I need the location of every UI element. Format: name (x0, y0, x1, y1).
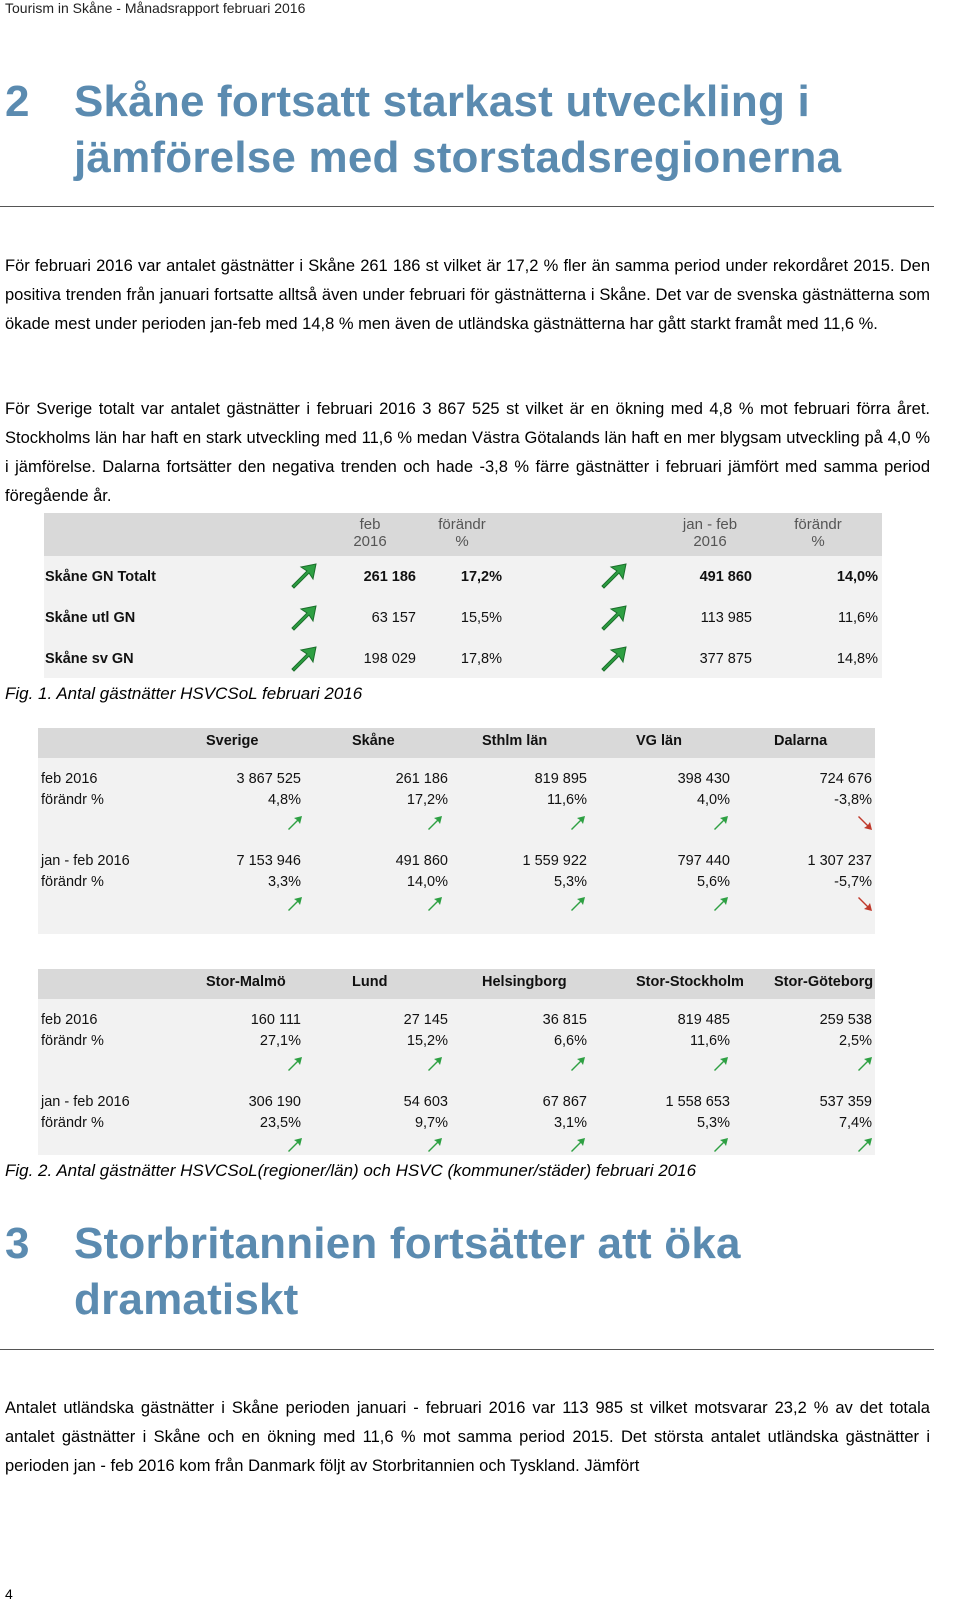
row1-janfeb-value: 491 860 (699, 569, 752, 585)
section-2-paragraph-2: För Sverige totalt var antalet gästnätter i februari 2016 3 867 525 st vilket är en ökning med 4,8 % mot februari förra året. Stockholms län har haft en stark utveckling med 11,6 % medan Västra Götalands län haft en mer blygsam utveckling på 4,0 % i jämförelse. Dalarna fortsätter den negativa trenden och hade -3,8 % färre gästnätter i februari jämfört med samma period föregående år. (5, 400, 930, 505)
row-label-skane-sv: Skåne sv GN (45, 651, 134, 667)
row1-feb-value: 261 186 (363, 569, 416, 585)
feb-change: 15,2% (406, 1033, 448, 1049)
row-label-skane-totalt: Skåne GN Totalt (45, 569, 156, 585)
row3-janfeb-value: 377 875 (699, 651, 752, 667)
feb-change: 11,6% (546, 792, 587, 808)
col-header-janfeb: jan - feb 2016 (682, 516, 738, 550)
up-arrow-icon (712, 1055, 730, 1073)
column-header: Sverige (206, 733, 259, 749)
skane-summary-table (44, 513, 882, 678)
janfeb-change: -5,7% (834, 874, 872, 890)
feb-value: 3 867 525 (236, 771, 301, 787)
row3-janfeb-change: 14,8% (836, 651, 878, 667)
up-arrow-icon (289, 644, 319, 674)
feb-value: 27 145 (403, 1012, 448, 1028)
up-arrow-icon (426, 895, 444, 913)
row-label-janfeb-change: förändr % (41, 1115, 104, 1131)
column-header: Dalarna (774, 733, 828, 749)
fig-2-caption: Fig. 2. Antal gästnätter HSVCSoL(regioner/län) och HSVC (kommuner/städer) februari 2016 (5, 1161, 697, 1180)
column-header: Stor-Malmö (206, 974, 286, 990)
janfeb-change: 5,6% (696, 874, 730, 890)
column-header: Sthlm län (482, 733, 548, 749)
up-arrow-icon (426, 1055, 444, 1073)
feb-change: 17,2% (406, 792, 448, 808)
feb-value: 724 676 (819, 771, 872, 787)
page-number: 4 (5, 1586, 13, 1602)
janfeb-change: 3,1% (553, 1115, 587, 1131)
col-header-janfeb-change: förändr % (794, 516, 842, 550)
heading-rule (0, 206, 934, 207)
feb-value: 160 111 (250, 1012, 301, 1028)
up-arrow-icon (569, 814, 587, 832)
row2-janfeb-change: 11,6% (837, 610, 878, 626)
up-arrow-icon (569, 895, 587, 913)
janfeb-change: 3,3% (267, 874, 301, 890)
row1-janfeb-change: 14,0% (836, 569, 878, 585)
row2-feb-change: 15,5% (460, 610, 502, 626)
row3-feb-value: 198 029 (363, 651, 416, 667)
up-arrow-icon (289, 603, 319, 633)
section-2-paragraph-1: För februari 2016 var antalet gästnätter i Skåne 261 186 st vilket är 17,2 % fler än samma period under rekordåret 2015. Den positiva trenden från januari fortsatte alltså även under februari för gästnätterna i Skåne. Det var de svenska gästnätterna som ökade mest under perioden jan-feb med 14,8 % men även de utländska gästnätterna har gått starkt framåt med 11,6 %. (5, 257, 930, 333)
up-arrow-icon (286, 814, 304, 832)
janfeb-value: 67 867 (542, 1094, 587, 1110)
row1-feb-change: 17,2% (460, 569, 502, 585)
janfeb-value: 7 153 946 (236, 853, 301, 869)
table-body-band (38, 999, 875, 1155)
section-2-number: 2 (5, 77, 30, 126)
row-label-feb: feb 2016 (41, 1012, 98, 1028)
feb-change: 4,0% (696, 792, 730, 808)
fig-1-caption: Fig. 1. Antal gästnätter HSVCSoL februari 2016 (5, 684, 363, 703)
row-label-feb-change: förändr % (41, 792, 104, 808)
regions-table (38, 728, 875, 934)
row-label-skane-utl: Skåne utl GN (45, 610, 136, 626)
table-body-band (38, 758, 875, 934)
janfeb-change: 23,5% (259, 1115, 301, 1131)
up-arrow-icon (426, 814, 444, 832)
janfeb-change: 5,3% (696, 1115, 730, 1131)
row-label-janfeb: jan - feb 2016 (41, 1094, 130, 1110)
row-label-feb: feb 2016 (41, 771, 98, 787)
col-header-feb: feb 2016 (353, 516, 387, 550)
janfeb-change: 7,4% (838, 1115, 872, 1131)
janfeb-value: 54 603 (403, 1094, 448, 1110)
col-header-feb-change: förändr % (438, 516, 486, 550)
up-arrow-icon (856, 1136, 874, 1154)
janfeb-value: 537 359 (819, 1094, 872, 1110)
column-header: Skåne (352, 733, 395, 749)
section-2-title: Skåne fortsatt starkast utveckling i jämförelse med storstadsregionerna (74, 77, 842, 182)
up-arrow-icon (599, 603, 629, 633)
down-arrow-icon (856, 895, 874, 913)
feb-change: 4,8% (267, 792, 301, 808)
column-header: Stor-Stockholm (636, 974, 744, 990)
up-arrow-icon (599, 561, 629, 591)
down-arrow-icon (856, 814, 874, 832)
feb-value: 819 485 (677, 1012, 730, 1028)
janfeb-value: 1 558 653 (665, 1094, 730, 1110)
feb-change: 6,6% (553, 1033, 587, 1049)
running-header: Tourism in Skåne - Månadsrapport februari 2016 (5, 0, 306, 16)
up-arrow-icon (286, 1055, 304, 1073)
table-header-band (38, 969, 875, 999)
up-arrow-icon (856, 1055, 874, 1073)
janfeb-value: 797 440 (677, 853, 730, 869)
column-header: Stor-Göteborg (774, 974, 874, 990)
row-label-janfeb: jan - feb 2016 (41, 853, 130, 869)
column-header: Lund (352, 974, 388, 990)
feb-change: -3,8% (834, 792, 872, 808)
janfeb-value: 1 559 922 (522, 853, 587, 869)
section-2-heading (5, 74, 935, 190)
up-arrow-icon (426, 1136, 444, 1154)
janfeb-value: 1 307 237 (807, 853, 872, 869)
section-3-paragraph-1: Antalet utländska gästnätter i Skåne perioden januari - februari 2016 var 113 985 st vilket motsvarar 23,2 % av det totala antalet gästnätter i Skåne och en ökning med 11,6 % mot samma period 2015. Det största antalet utländska gästnätter i perioden jan - feb 2016 kom från Danmark följt av Storbritannien och Tyskland. Jämfört (5, 1399, 930, 1475)
up-arrow-icon (712, 814, 730, 832)
up-arrow-icon (289, 561, 319, 591)
row3-feb-change: 17,8% (460, 651, 502, 667)
janfeb-change: 5,3% (553, 874, 587, 890)
janfeb-change: 14,0% (406, 874, 448, 890)
column-header: Helsingborg (482, 974, 567, 990)
up-arrow-icon (712, 895, 730, 913)
up-arrow-icon (569, 1055, 587, 1073)
up-arrow-icon (286, 895, 304, 913)
section-3-number: 3 (5, 1219, 30, 1268)
row2-janfeb-value: 113 985 (700, 610, 752, 626)
row-label-janfeb-change: förändr % (41, 874, 104, 890)
heading-rule (0, 1349, 934, 1350)
section-3-heading (5, 1216, 935, 1332)
up-arrow-icon (712, 1136, 730, 1154)
feb-value: 259 538 (819, 1012, 872, 1028)
column-header: VG län (636, 733, 682, 749)
janfeb-change: 9,7% (414, 1115, 448, 1131)
feb-value: 36 815 (542, 1012, 587, 1028)
cities-table (38, 969, 875, 1155)
table-header-band (38, 728, 875, 758)
janfeb-value: 491 860 (395, 853, 448, 869)
row-label-feb-change: förändr % (41, 1033, 104, 1049)
row2-feb-value: 63 157 (371, 610, 416, 626)
feb-change: 2,5% (838, 1033, 872, 1049)
up-arrow-icon (599, 644, 629, 674)
feb-change: 27,1% (259, 1033, 301, 1049)
janfeb-value: 306 190 (248, 1094, 301, 1110)
feb-value: 261 186 (395, 771, 448, 787)
feb-value: 398 430 (677, 771, 730, 787)
feb-value: 819 895 (534, 771, 587, 787)
up-arrow-icon (286, 1136, 304, 1154)
feb-change: 11,6% (689, 1033, 730, 1049)
section-3-title: Storbritannien fortsätter att öka dramatiskt (74, 1219, 741, 1324)
up-arrow-icon (569, 1136, 587, 1154)
